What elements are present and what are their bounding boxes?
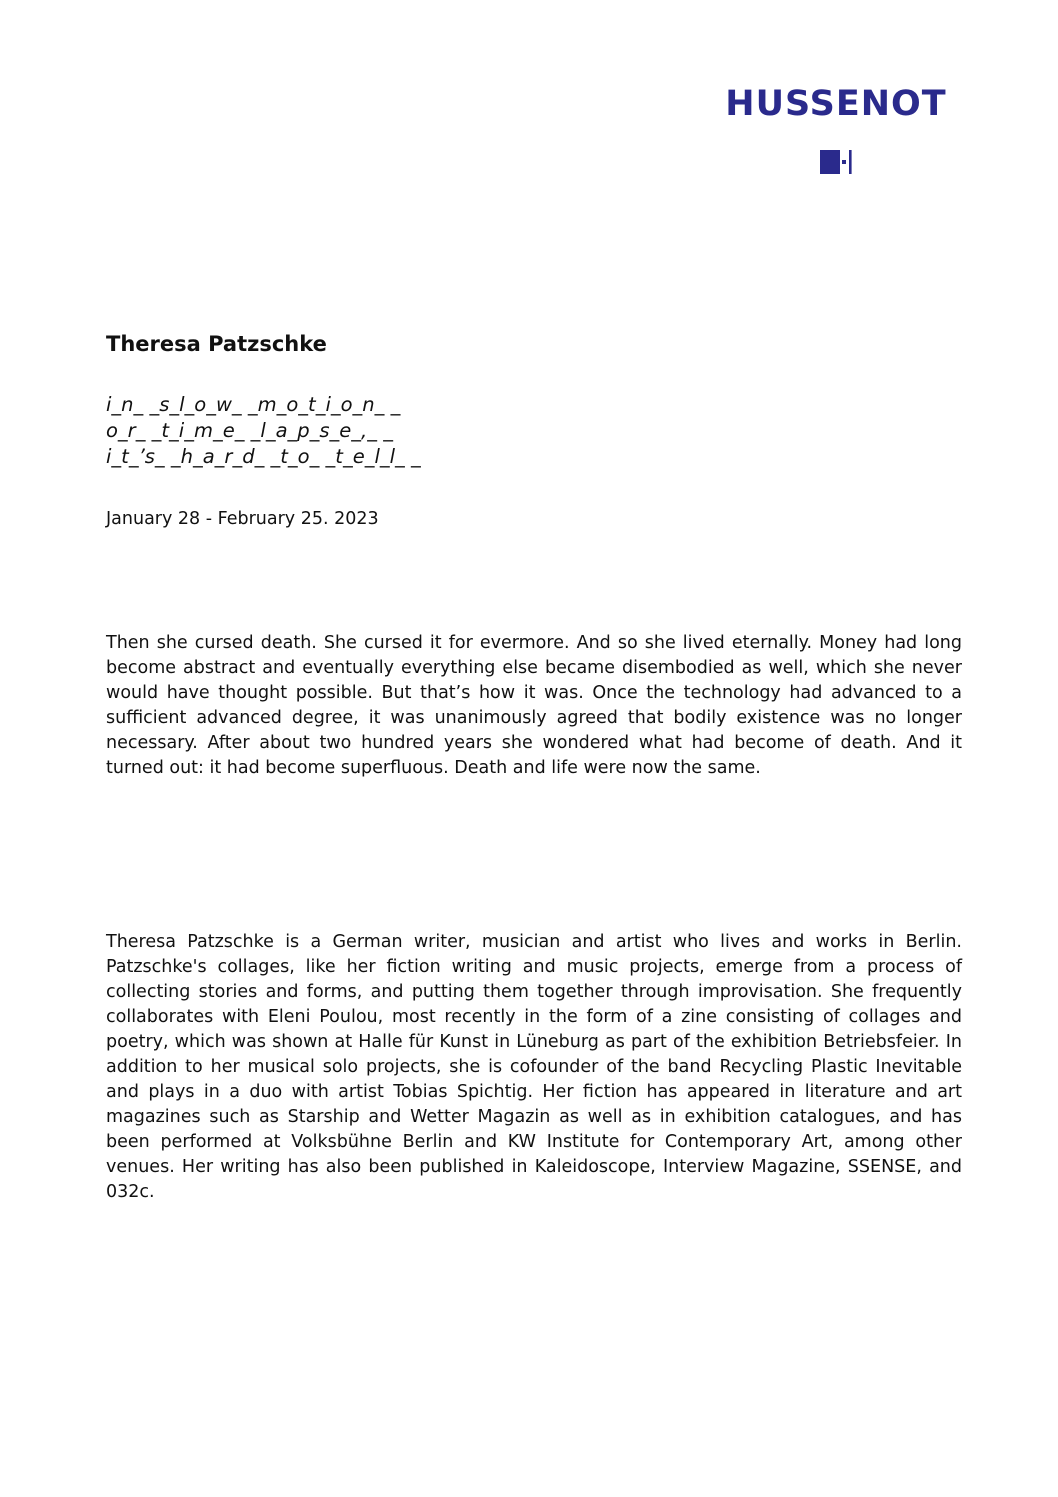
exhibition-title-line-2: o_r_ _t_i_m_e_ _l_a_p_s_e_,_ _	[106, 419, 393, 442]
exhibition-title	[106, 392, 962, 470]
exhibition-title-line-1: i_n_ _s_l_o_w_ _m_o_t_i_o_n_ _	[106, 393, 401, 416]
gallery-logo	[718, 84, 954, 184]
gallery-logo-mark-icon	[820, 148, 860, 176]
exhibition-dates: January 28 - February 25. 2023	[106, 509, 379, 529]
story-paragraph: Then she cursed death. She cursed it for evermore. And so she lived eternally. Money had long become abstract and eventually everything else became disembodied as well, which she never would have thought possible. But that’s how it was. Once the technology had advanced to a sufficient advanced degree, it was unanimously agreed that bodily existence was no longer necessary. After about two hundred years she wondered what had become of death. And it turned out: it had become superfluous. Death and life were now the same.	[106, 633, 962, 778]
exhibition-title-line-3: i_t_’s_ _h_a_r_d_ _t_o_ _t_e_l_l_ _	[106, 445, 421, 468]
artist-bio-paragraph: Theresa Patzschke is a German writer, musician and artist who lives and works in Berlin. Patzschke's collages, like her fiction writing and music projects, emerge from a process of collecting stories and forms, and putting them together through improvisation. She frequently collaborates with Eleni Poulou, most recently in the form of a zine consisting of collages and poetry, which was shown at Halle für Kunst in Lüneburg as part of the exhibition Betriebsfeier. In addition to her musical solo projects, she is cofounder of the band Recycling Plastic Inevitable and plays in a duo with artist Tobias Spichtig. Her fiction has appeared in literature and art magazines such as Starship and Wetter Magazin as well as in exhibition catalogues, and has been performed at Volksbühne Berlin and KW Institute for Contemporary Art, among other venues. Her writing has also been published in Kaleidoscope, Interview Magazine, SSENSE, and 032c.	[106, 932, 962, 1202]
artist-name: Theresa Patzschke	[106, 332, 327, 356]
gallery-logo-wordmark: HUSSENOT	[725, 84, 947, 124]
